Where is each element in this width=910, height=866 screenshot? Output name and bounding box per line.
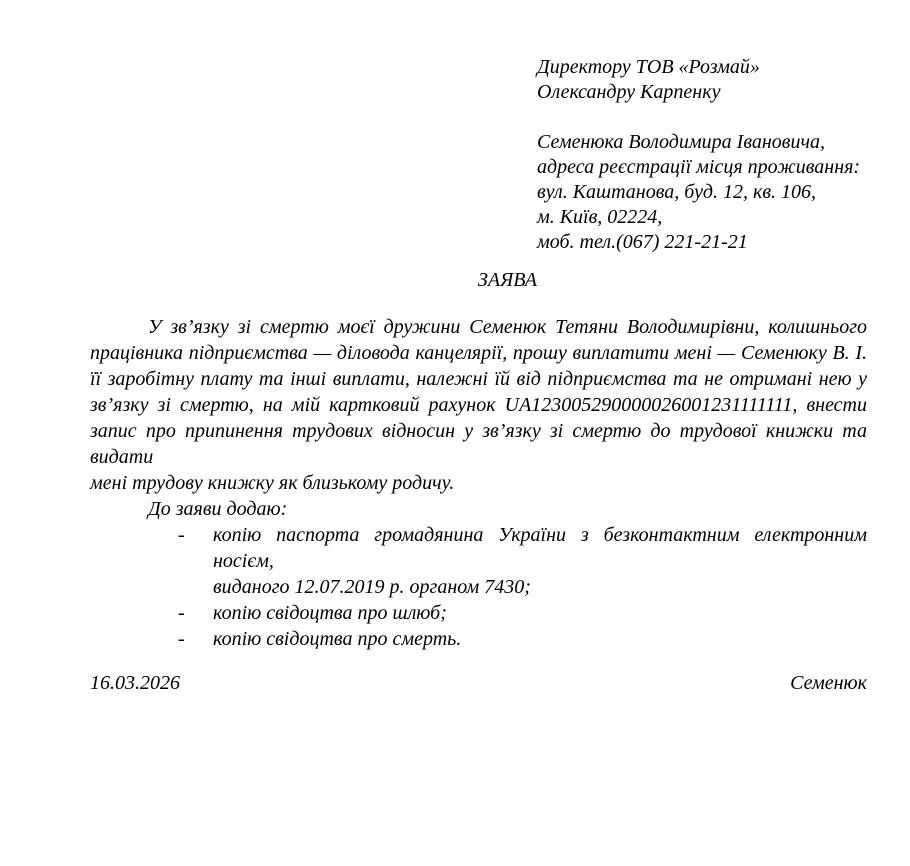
attachment-line: виданого 12.07.2019 р. органом 7430;	[213, 576, 531, 598]
list-dash: -	[178, 628, 185, 650]
date: 16.03.2026	[90, 672, 180, 694]
attachment-line: копію свідоцтва про шлюб;	[213, 602, 447, 624]
signature: Семенюк	[790, 672, 867, 694]
attachment-line: копію паспорта громадянина України з безконтактним електронним носієм,	[213, 524, 867, 572]
blank-line	[537, 105, 867, 130]
applicant-line: моб. тел.(067) 221-21-21	[537, 231, 748, 253]
addressee-line: Директору ТОВ «Розмай»	[537, 56, 760, 78]
applicant-line: Семенюка Володимира Івановича,	[537, 131, 826, 153]
paragraph-line: працівника підприємства — діловода канцелярії, прошу виплатити мені — Семенюку В. І.	[90, 342, 867, 364]
attachment-item	[178, 600, 867, 626]
applicant-line: м. Київ, 02224,	[537, 206, 663, 228]
paragraph-line: мені трудову книжку як близькому родичу.	[90, 472, 455, 494]
document-title: ЗАЯВА	[478, 269, 537, 291]
applicant-line: адреса реєстрації місця проживання:	[537, 156, 861, 178]
addressee-line: Олександру Карпенку	[537, 81, 721, 103]
list-dash: -	[178, 524, 185, 546]
attachment-item	[178, 626, 867, 652]
attachment-item	[178, 522, 867, 600]
attachment-text	[213, 600, 867, 626]
body-paragraph	[90, 314, 867, 496]
addressee-block	[537, 55, 867, 255]
paragraph-line: її заробітну плату та інші виплати, належні їй від підприємства та не отримані нею у	[90, 368, 867, 390]
attachments-intro: До заяви додаю:	[148, 498, 288, 520]
list-dash: -	[178, 602, 185, 624]
paragraph-line: У зв’язку зі смертю моєї дружини Семенюк Тетяни Володимирівни, колишнього	[148, 316, 867, 338]
attachment-text	[213, 626, 867, 652]
applicant-line: вул. Каштанова, буд. 12, кв. 106,	[537, 181, 817, 203]
attachment-list	[90, 522, 867, 652]
attachment-text	[213, 522, 867, 600]
footer	[90, 670, 867, 696]
attachment-line: копію свідоцтва про смерть.	[213, 628, 462, 650]
paragraph-line: зв’язку зі смертю, на мій картковий рахунок UA123005290000026001231111111, внести	[90, 394, 867, 416]
paragraph-line: запис про припинення трудових відносин у зв’язку зі смертю до трудової книжки та видати	[90, 420, 867, 468]
